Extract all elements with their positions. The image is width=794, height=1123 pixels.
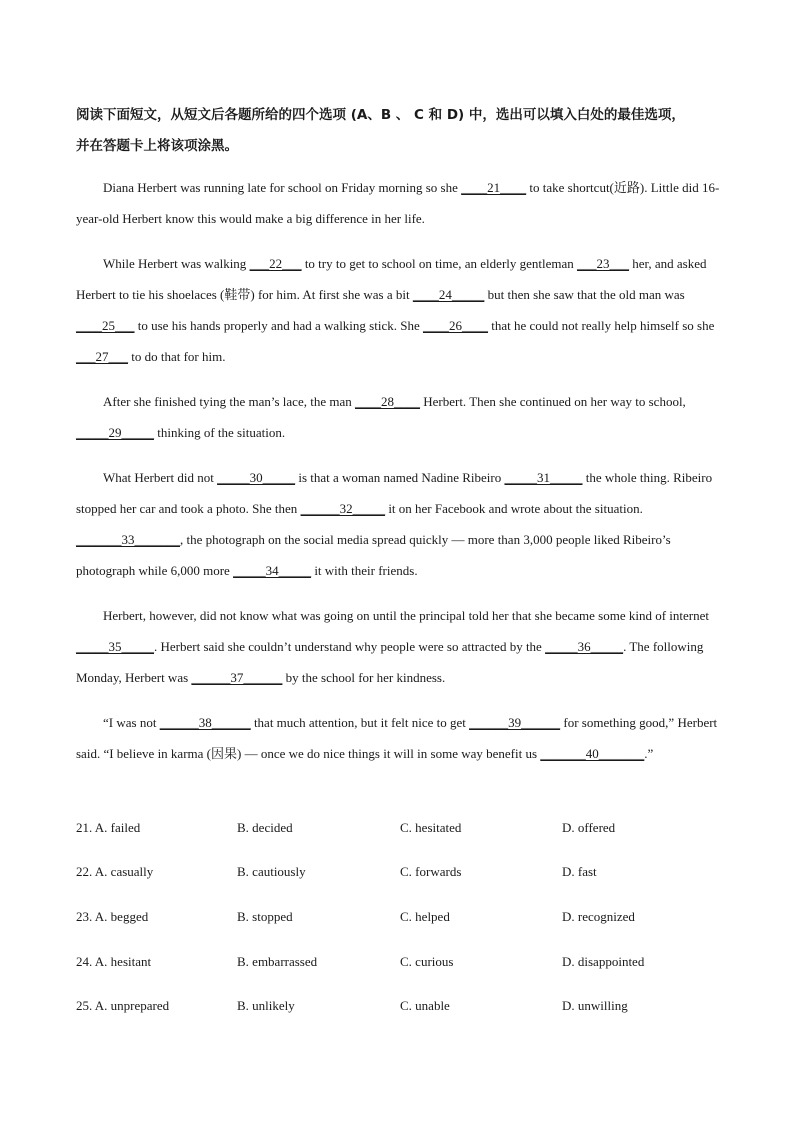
paragraph-text: .” bbox=[644, 746, 654, 761]
paragraph-text: that he could not really help himself so she bbox=[487, 318, 715, 333]
question-row-21 bbox=[76, 820, 726, 840]
blank-21: ____21____ bbox=[461, 180, 527, 195]
paragraph-text: “I was not bbox=[103, 715, 160, 730]
blank-31: _____31_____ bbox=[504, 470, 583, 485]
blank-38: ______38______ bbox=[159, 715, 251, 730]
instructions bbox=[76, 100, 726, 162]
option-a: 22. A. casually bbox=[76, 864, 154, 879]
paragraph-text: to use his hands properly and had a walking stick. She bbox=[134, 318, 423, 333]
option-a: 24. A. hesitant bbox=[76, 954, 152, 969]
blank-28: ____28____ bbox=[354, 394, 420, 409]
option-b: B. stopped bbox=[237, 909, 293, 924]
paragraph-text: to do that for him. bbox=[128, 349, 226, 364]
option-a: 25. A. unprepared bbox=[76, 998, 170, 1013]
paragraph-text: Herbert. Then she continued on her way to school, bbox=[419, 394, 686, 409]
paragraph-text: by the school for her kindness. bbox=[282, 670, 446, 685]
option-b: B. cautiously bbox=[237, 864, 306, 879]
paragraph-text: After she finished tying the man’s lace, the man bbox=[103, 394, 355, 409]
blank-32: ______32_____ bbox=[300, 501, 386, 516]
option-d: D. recognized bbox=[562, 909, 635, 924]
paragraph-text: but then she saw that the old man was bbox=[484, 287, 685, 302]
paragraph-text: While Herbert was walking bbox=[103, 256, 250, 271]
option-c: C. hesitated bbox=[400, 820, 462, 835]
paragraph-text: . The following Monday, Herbert was bbox=[76, 639, 704, 685]
option-b: B. embarrassed bbox=[237, 954, 318, 969]
paragraph-text: Diana Herbert was running late for school on Friday morning so she bbox=[103, 180, 462, 195]
blank-27: ___27___ bbox=[76, 349, 128, 364]
option-b: B. decided bbox=[237, 820, 293, 835]
paragraph-text: for something good,” Herbert said. “I believe in karma (因果) — once we do nice things it will in some way benefit us bbox=[76, 715, 718, 761]
blank-22: ___22___ bbox=[249, 256, 302, 271]
blank-25: ____25___ bbox=[76, 318, 135, 333]
blank-33: _______33_______ bbox=[76, 532, 180, 547]
paragraph-5 bbox=[76, 600, 726, 693]
blank-35: _____35_____ bbox=[76, 639, 154, 654]
paragraph-text: that much attention, but it felt nice to get bbox=[250, 715, 470, 730]
blank-23: ___23___ bbox=[577, 256, 630, 271]
option-d: D. disappointed bbox=[562, 954, 645, 969]
option-c: C. helped bbox=[400, 909, 450, 924]
question-row-22 bbox=[76, 864, 726, 884]
blank-24: ____24_____ bbox=[412, 287, 485, 302]
option-c: C. forwards bbox=[400, 864, 462, 879]
option-a: 21. A. failed bbox=[76, 820, 141, 835]
option-c: C. unable bbox=[400, 998, 450, 1013]
paragraph-text: What Herbert did not bbox=[103, 470, 218, 485]
paragraph-text: it on her Facebook and wrote about the situation. bbox=[385, 501, 643, 516]
paragraph-text: the whole thing. Ribeiro stopped her car and took a photo. She then bbox=[76, 470, 713, 516]
paragraph-text: , the photograph on the social media spread quickly — more than 3,000 people liked Ribeiro’s photograph while 6,000 more bbox=[76, 532, 671, 578]
paragraph-text: it with their friends. bbox=[311, 563, 418, 578]
paragraph-text: is that a woman named Nadine Ribeiro bbox=[295, 470, 505, 485]
blank-34: _____34_____ bbox=[233, 563, 312, 578]
blank-29: _____29_____ bbox=[76, 425, 154, 440]
option-a: 23. A. begged bbox=[76, 909, 149, 924]
paragraph-text: to try to get to school on time, an elderly gentleman bbox=[301, 256, 578, 271]
question-row-25 bbox=[76, 998, 726, 1018]
paragraph-text: her, and asked Herbert to tie his shoelaces (鞋带) for him. At first she was a bit bbox=[76, 256, 707, 302]
blank-39: ______39______ bbox=[469, 715, 561, 730]
blank-37: ______37______ bbox=[191, 670, 283, 685]
option-b: B. unlikely bbox=[237, 998, 295, 1013]
paragraph-6 bbox=[76, 707, 726, 769]
option-d: D. fast bbox=[562, 864, 597, 879]
option-c: C. curious bbox=[400, 954, 454, 969]
paragraph-text: Herbert, however, did not know what was going on until the principal told her that she became some kind of internet bbox=[103, 608, 709, 623]
option-d: D. offered bbox=[562, 820, 616, 835]
question-row-24 bbox=[76, 954, 726, 974]
question-row-23 bbox=[76, 909, 726, 929]
paragraph-text: thinking of the situation. bbox=[154, 425, 286, 440]
blank-36: _____36_____ bbox=[545, 639, 624, 654]
instructions-line-2: 并在答题卡上将该项涂黑。 bbox=[76, 138, 238, 154]
blank-40: _______40_______ bbox=[540, 746, 645, 761]
paragraph-3 bbox=[76, 386, 726, 448]
paragraph-text: . Herbert said she couldn’t understand why people were so attracted by the bbox=[154, 639, 546, 654]
paragraph-1 bbox=[76, 172, 726, 234]
blank-30: _____30_____ bbox=[217, 470, 296, 485]
blank-26: ____26____ bbox=[422, 318, 488, 333]
paragraph-text: to take shortcut(近路). Little did 16-year-old Herbert know this would make a big difference in her life. bbox=[76, 180, 720, 226]
paragraph-2 bbox=[76, 248, 726, 372]
paragraph-4 bbox=[76, 462, 726, 586]
option-d: D. unwilling bbox=[562, 998, 628, 1013]
instructions-line-1: 阅读下面短文，从短文后各题所给的四个选项 (A、B 、 C 和 D) 中，选出可以填入白处的最佳选项， bbox=[76, 107, 685, 123]
